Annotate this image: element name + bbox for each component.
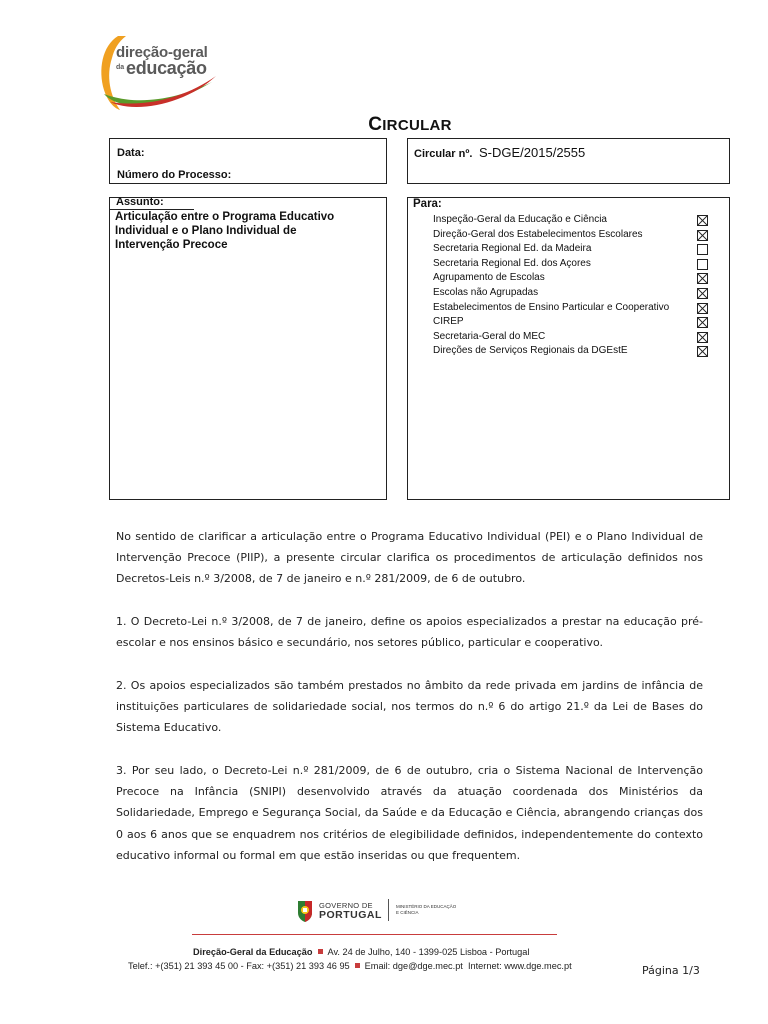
checkbox-checked-icon[interactable] [697, 303, 708, 314]
checkbox-checked-icon[interactable] [697, 332, 708, 343]
recipient-label: Secretaria Regional Ed. dos Açores [433, 257, 591, 269]
recipient-label: Inspeção-Geral da Educação e Ciência [433, 214, 607, 225]
checkbox-checked-icon[interactable] [697, 317, 708, 328]
checkbox-checked-icon[interactable] [697, 273, 708, 284]
footer-contacts: Telef.: +(351) 21 393 45 00 - Fax: +(351) 21 393 46 95 Email: dge@dge.mec.pt Internet: www.dge.mec.pt [128, 961, 572, 971]
checkbox-checked-icon[interactable] [697, 346, 708, 357]
process-number-label: Número do Processo: [117, 169, 232, 181]
recipient-label: Agrupamento de Escolas [433, 272, 545, 284]
footer-address: Direção-Geral da Educação Av. 24 de Julho, 140 - 1399-025 Lisboa - Portugal [193, 947, 530, 957]
recipient-label: Secretaria Regional Ed. da Madeira [433, 243, 592, 255]
ministry-text-line2: E CIÊNCIA [396, 910, 419, 915]
checkbox-checked-icon[interactable] [697, 288, 708, 299]
subject-label: Assunto: [116, 196, 164, 208]
checkbox-unchecked-icon[interactable] [697, 244, 708, 255]
subject-line-3: Intervenção Precoce [115, 239, 228, 251]
recipients-label: Para: [413, 198, 442, 210]
footer-divider [192, 934, 557, 935]
page-number: Página 1/3 [642, 964, 700, 977]
gov-text-line2: PORTUGAL [319, 909, 382, 921]
ministry-text-line1: MINISTÉRIO DA EDUCAÇÃO [396, 904, 457, 909]
body-paragraph-intro: No sentido de clarificar a articulação entre o Programa Educativo Individual (PEI) e o Plano Individual de Intervenção Precoce (PIIP), a presente circular clarifica os procedimentos de articulação definidos nos Decretos-Leis n.º 3/2008, de 7 de janeiro e n.º 281/2009, de 6 de outubro. [116, 530, 703, 586]
recipient-label: CIREP [433, 316, 464, 328]
circular-number-label: Circular nº. [414, 148, 473, 160]
subject-line-2: Individual e o Plano Individual de [115, 225, 297, 237]
checkbox-unchecked-icon[interactable] [697, 259, 708, 270]
subject-line-1: Articulação entre o Programa Educativo [115, 211, 335, 223]
logo-text-educacao: educação [126, 58, 207, 78]
logo-text-direcao-geral: direção-geral [116, 44, 208, 61]
date-label: Data: [117, 147, 145, 159]
body-paragraph-2: 2. Os apoios especializados são também prestados no âmbito da rede privada em jardins de infância de instituições particulares de solidariedade social, nos termos do n.º 6 do artigo 21.º da Lei de Bases do Sistema Educativo. [116, 679, 703, 735]
body-paragraph-3: 3. Por seu lado, o Decreto-Lei n.º 281/2009, de 6 de outubro, cria o Sistema Nacional de Intervenção Precoce na Infância (SNIPI) desenvolvido através da atuação coordenada dos Ministérios da Solidariedade, Emprego e Segurança Social, da Saúde e da Educação e Ciência, abrangendo crianças dos 0 aos 6 anos que se enquadrem nos critérios de elegibilidade definidos, independentemente do contexto educativo informal ou formal em que estão inseridas ou que frequentem. [116, 764, 703, 862]
body-paragraph-1: 1. O Decreto-Lei n.º 3/2008, de 7 de janeiro, define os apoios especializados a prestar na educação pré-escolar e nos ensinos básico e secundário, nos setores público, particular e cooperativo. [116, 615, 703, 650]
recipient-label: Escolas não Agrupadas [433, 287, 539, 298]
recipient-label: Secretaria-Geral do MEC [433, 330, 546, 342]
portugal-coat-of-arms-icon [295, 899, 315, 923]
checkbox-checked-icon[interactable] [697, 230, 708, 241]
gov-divider [388, 899, 389, 921]
recipient-label: Estabelecimentos de Ensino Particular e Cooperativo [433, 301, 670, 313]
recipient-label: Direção-Geral dos Estabelecimentos Escolares [433, 228, 643, 240]
gov-text-line1: GOVERNO DE [319, 901, 373, 910]
document-title: CIRCULAR [368, 114, 452, 135]
circular-number-value: S-DGE/2015/2555 [479, 145, 586, 160]
checkbox-checked-icon[interactable] [697, 215, 708, 226]
logo-text-da: da [116, 64, 125, 71]
recipient-label: Direções de Serviços Regionais da DGEstE [433, 345, 628, 357]
